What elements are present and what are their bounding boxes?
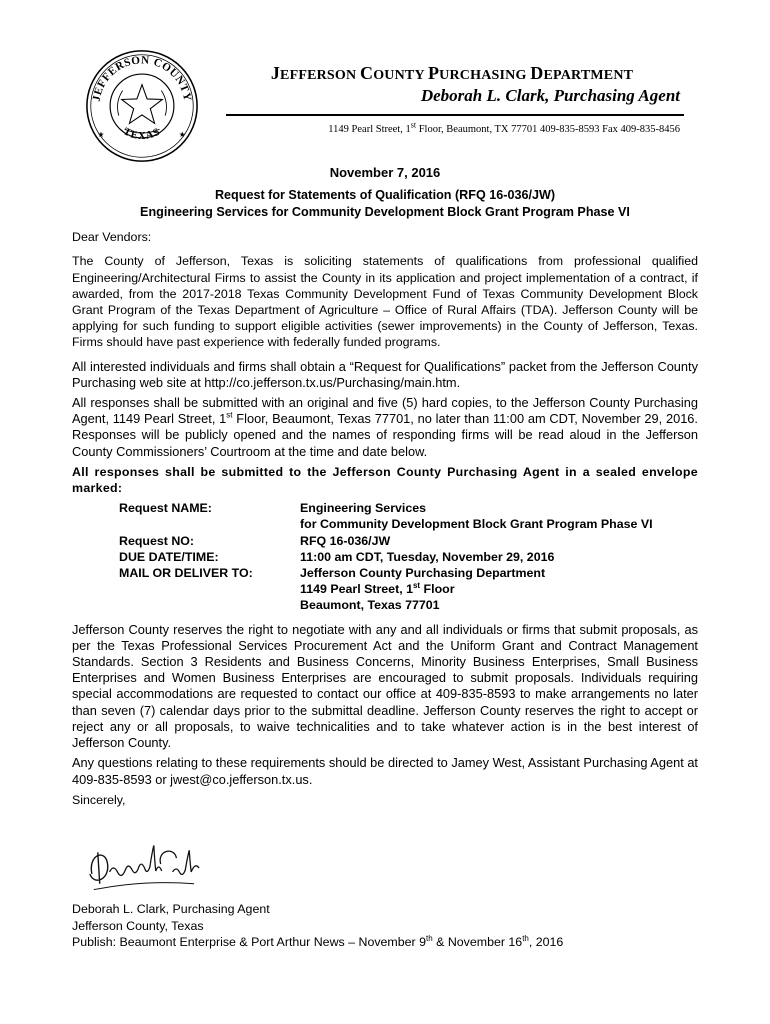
rfq-title-line1: Request for Statements of Qualification (RFQ 16-036/JW) bbox=[214, 188, 556, 203]
paragraph-sealed-envelope: All responses shall be submitted to the Jefferson County Purchasing Agent in a sealed envelope marked: bbox=[72, 464, 698, 496]
letter-date: November 7, 2016 bbox=[329, 165, 441, 180]
seal-top-text: JEFFERSON COUNTY bbox=[90, 54, 194, 103]
svg-text:★: ★ bbox=[97, 129, 105, 139]
signature-image bbox=[84, 834, 202, 904]
paragraph-submission: All responses shall be submitted with an original and five (5) hard copies, to the Jefferson County Purchasing Agent, 1149 Pearl Street, 1st Floor, Beaumont, Texas 77701, no later than 11:00 am CDT, November 29, 2016. Responses will be publicly opened and the names of responding firms will be read aloud in the Jefferson County Commissioners’ Courtroom at the time and date below. bbox=[72, 395, 698, 459]
county-seal-icon bbox=[84, 48, 200, 164]
svg-text:JEFFERSON COUNTY bbox=[91, 54, 194, 102]
paragraph-packet: All interested individuals and firms shall obtain a “Request for Qualifications” packet from the Jefferson County Purchasing web site at http://co.jefferson.tx.us/Purchasing/main.htm. bbox=[72, 358, 698, 390]
letter-body bbox=[72, 165, 698, 808]
department-address: 1149 Pearl Street, 1st Floor, Beaumont, TX 77701 409-835-8593 Fax 409-835-8456 bbox=[328, 120, 680, 135]
paragraph-questions: Any questions relating to these requirements should be directed to Jamey West, Assistant Purchasing Agent at 409-835-8593 or jwest@co.jefferson.tx.us. bbox=[72, 755, 698, 787]
signature-block bbox=[72, 901, 563, 951]
field-request-no: Request NO: RFQ 16-036/JW bbox=[119, 533, 391, 548]
publish-line: Publish: Beaumont Enterprise & Port Arthur News – November 9th & November 16th, 2016 bbox=[72, 933, 564, 949]
paragraph-reservations: Jefferson County reserves the right to negotiate with any and all individuals or firms that submit proposals, as per the Texas Professional Services Procurement Act and the Uniform Grant and Contract Management Standards. Section 3 Residents and Business Concerns, Minority Business Enterprises, Small Business Enterprises and Women Business Enterprises are encouraged to submit proposals. Individuals requiring special accommodations are requested to contact our office at 409-835-8593 to make arrangements no later than seven (7) calendar days prior to the submittal deadline. Jefferson County reserves the right to accept or reject any or all proposals, to waive technicalities and to take whatever action is in the best interest of Jefferson County. bbox=[72, 621, 698, 751]
seal-bottom-text: TEXAS bbox=[121, 126, 163, 142]
header-rule bbox=[226, 114, 684, 116]
svg-text:★: ★ bbox=[178, 129, 186, 139]
field-mail-to: MAIL OR DELIVER TO: Jefferson County Purchasing Department 1149 Pearl Street, 1st Floor Beaumont, Texas 77701 bbox=[119, 566, 546, 613]
field-request-name: Request NAME: Engineering Services for Community Development Block Grant Program Phase VI bbox=[119, 501, 653, 532]
signer-county: Jefferson County, Texas bbox=[72, 918, 204, 933]
rfq-title-line2: Engineering Services for Community Development Block Grant Program Phase VI bbox=[140, 205, 630, 220]
purchasing-agent-name: Deborah L. Clark, Purchasing Agent bbox=[420, 86, 680, 105]
field-due-date: DUE DATE/TIME: 11:00 am CDT, Tuesday, November 29, 2016 bbox=[119, 549, 555, 564]
signer-name: Deborah L. Clark, Purchasing Agent bbox=[72, 902, 270, 916]
closing-sincerely: Sincerely, bbox=[72, 792, 126, 807]
svg-text:TEXAS bbox=[121, 126, 162, 142]
salutation: Dear Vendors: bbox=[72, 230, 152, 245]
paragraph-solicitation: The County of Jefferson, Texas is soliciting statements of qualifications from professional qualified Engineering/Architectural Firms to assist the County in its application and project implementation of a contract, if awarded, from the 2017-2018 Texas Community Development Fund of Texas Community Development Block Grant Program of the Texas Department of Agriculture – Office of Rural Affairs (TDA). Jefferson County will be applying for such funding to support eligible activities (sewer improvements) in the County of Jefferson, Texas. Firms should have past experience with federally funded programs. bbox=[72, 254, 698, 350]
department-title: JEFFERSON COUNTY PURCHASING DEPARTMENT bbox=[270, 63, 634, 83]
envelope-fields bbox=[119, 500, 699, 613]
